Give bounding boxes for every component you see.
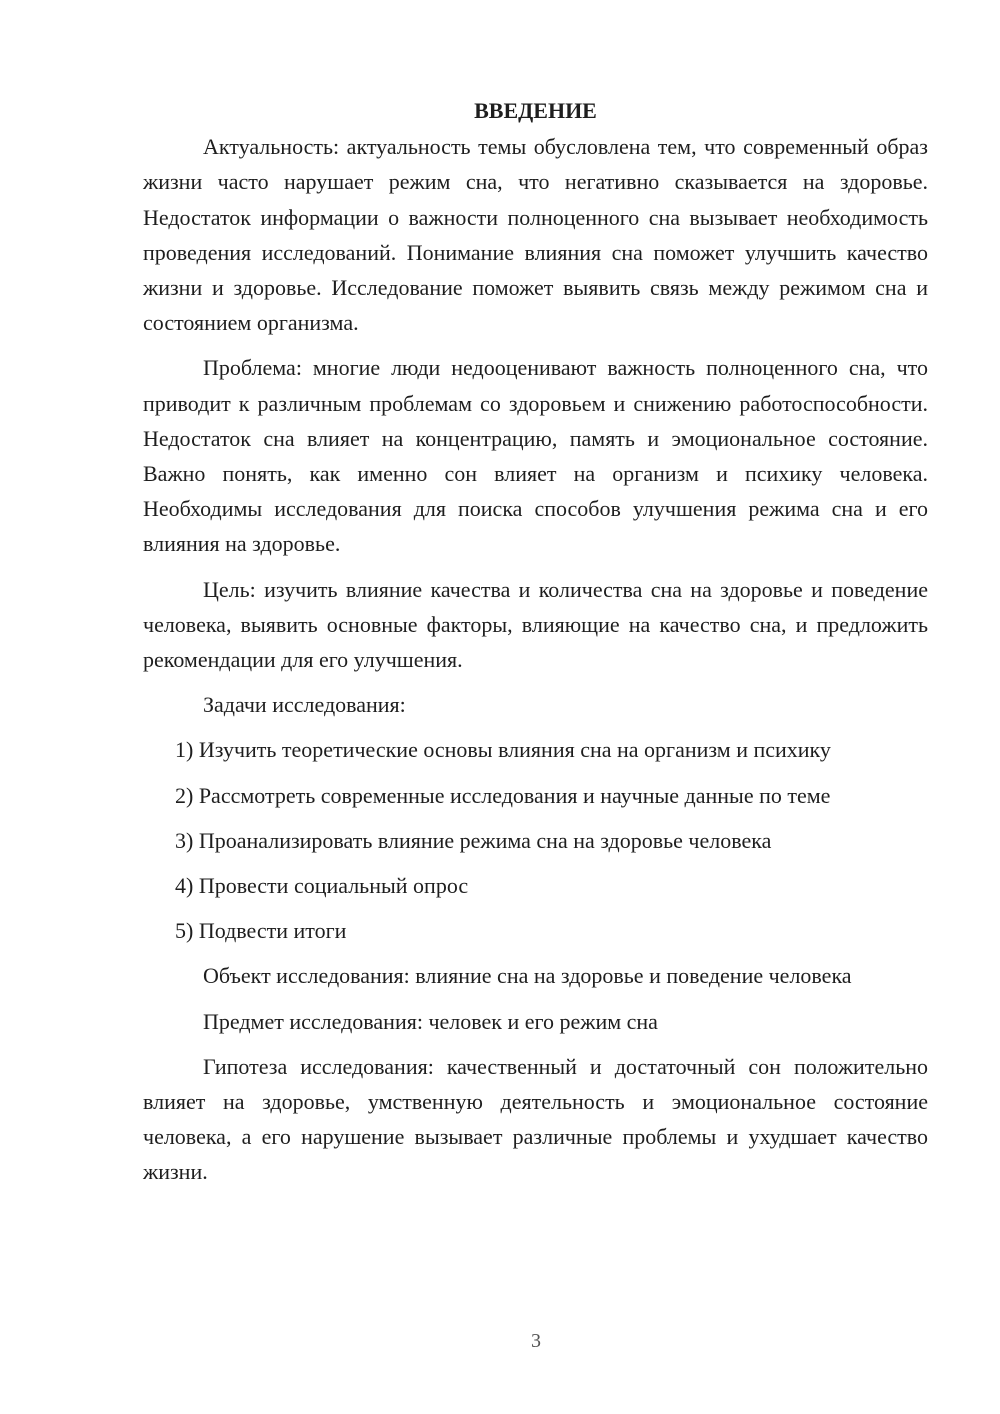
goal-paragraph: Цель: изучить влияние качества и количества сна на здоровье и поведение человека, выявить основные факторы, влияющие на качество сна, и предложить рекомендации для его улучшения. [143, 576, 928, 673]
page-title: ВВЕДЕНИЕ [474, 98, 597, 123]
problem-paragraph: Проблема: многие люди недооценивают важность полноценного сна, что приводит к различным проблемам со здоровьем и снижению работоспособности. Недостаток сна влияет на концентрацию, память и эмоциональное состояние. Важно понять, как именно сон влияет на организм и психику человека. Необходимы исследования для поиска способов улучшения режима сна и его влияния на здоровье. [143, 355, 928, 557]
document-page [143, 93, 928, 1190]
hypothesis-paragraph: Гипотеза исследования: качественный и достаточный сон положительно влияет на здоровье, умственную деятельность и эмоциональное состояние человека, а его нарушение вызывает различные проблемы и ухудшает качество жизни. [143, 1053, 928, 1185]
tasks-heading: Задачи исследования: [203, 692, 406, 718]
relevance-paragraph: Актуальность: актуальность темы обусловлена тем, что современный образ жизни часто нарушает режим сна, что негативно сказывается на здоровье. Недостаток информации о важности полноценного сна вызывает необходимость проведения исследований. Понимание влияния сна поможет улучшить качество жизни и здоровье. Исследование поможет выявить связь между режимом сна и состоянием организма. [143, 134, 928, 336]
tasks-list [143, 732, 928, 948]
task-item: 3) Проанализировать влияние режима сна на здоровье человека [175, 827, 772, 853]
object-paragraph: Объект исследования: влияние сна на здоровье и поведение человека [203, 963, 852, 989]
task-item: 1) Изучить теоретические основы влияния сна на организм и психику [175, 737, 831, 763]
task-item: 5) Подвести итоги [175, 918, 347, 944]
page-number: 3 [531, 1330, 541, 1352]
task-item: 2) Рассмотреть современные исследования и научные данные по теме [175, 782, 831, 808]
task-item: 4) Провести социальный опрос [175, 873, 469, 899]
subject-paragraph: Предмет исследования: человек и его режим сна [203, 1008, 658, 1034]
